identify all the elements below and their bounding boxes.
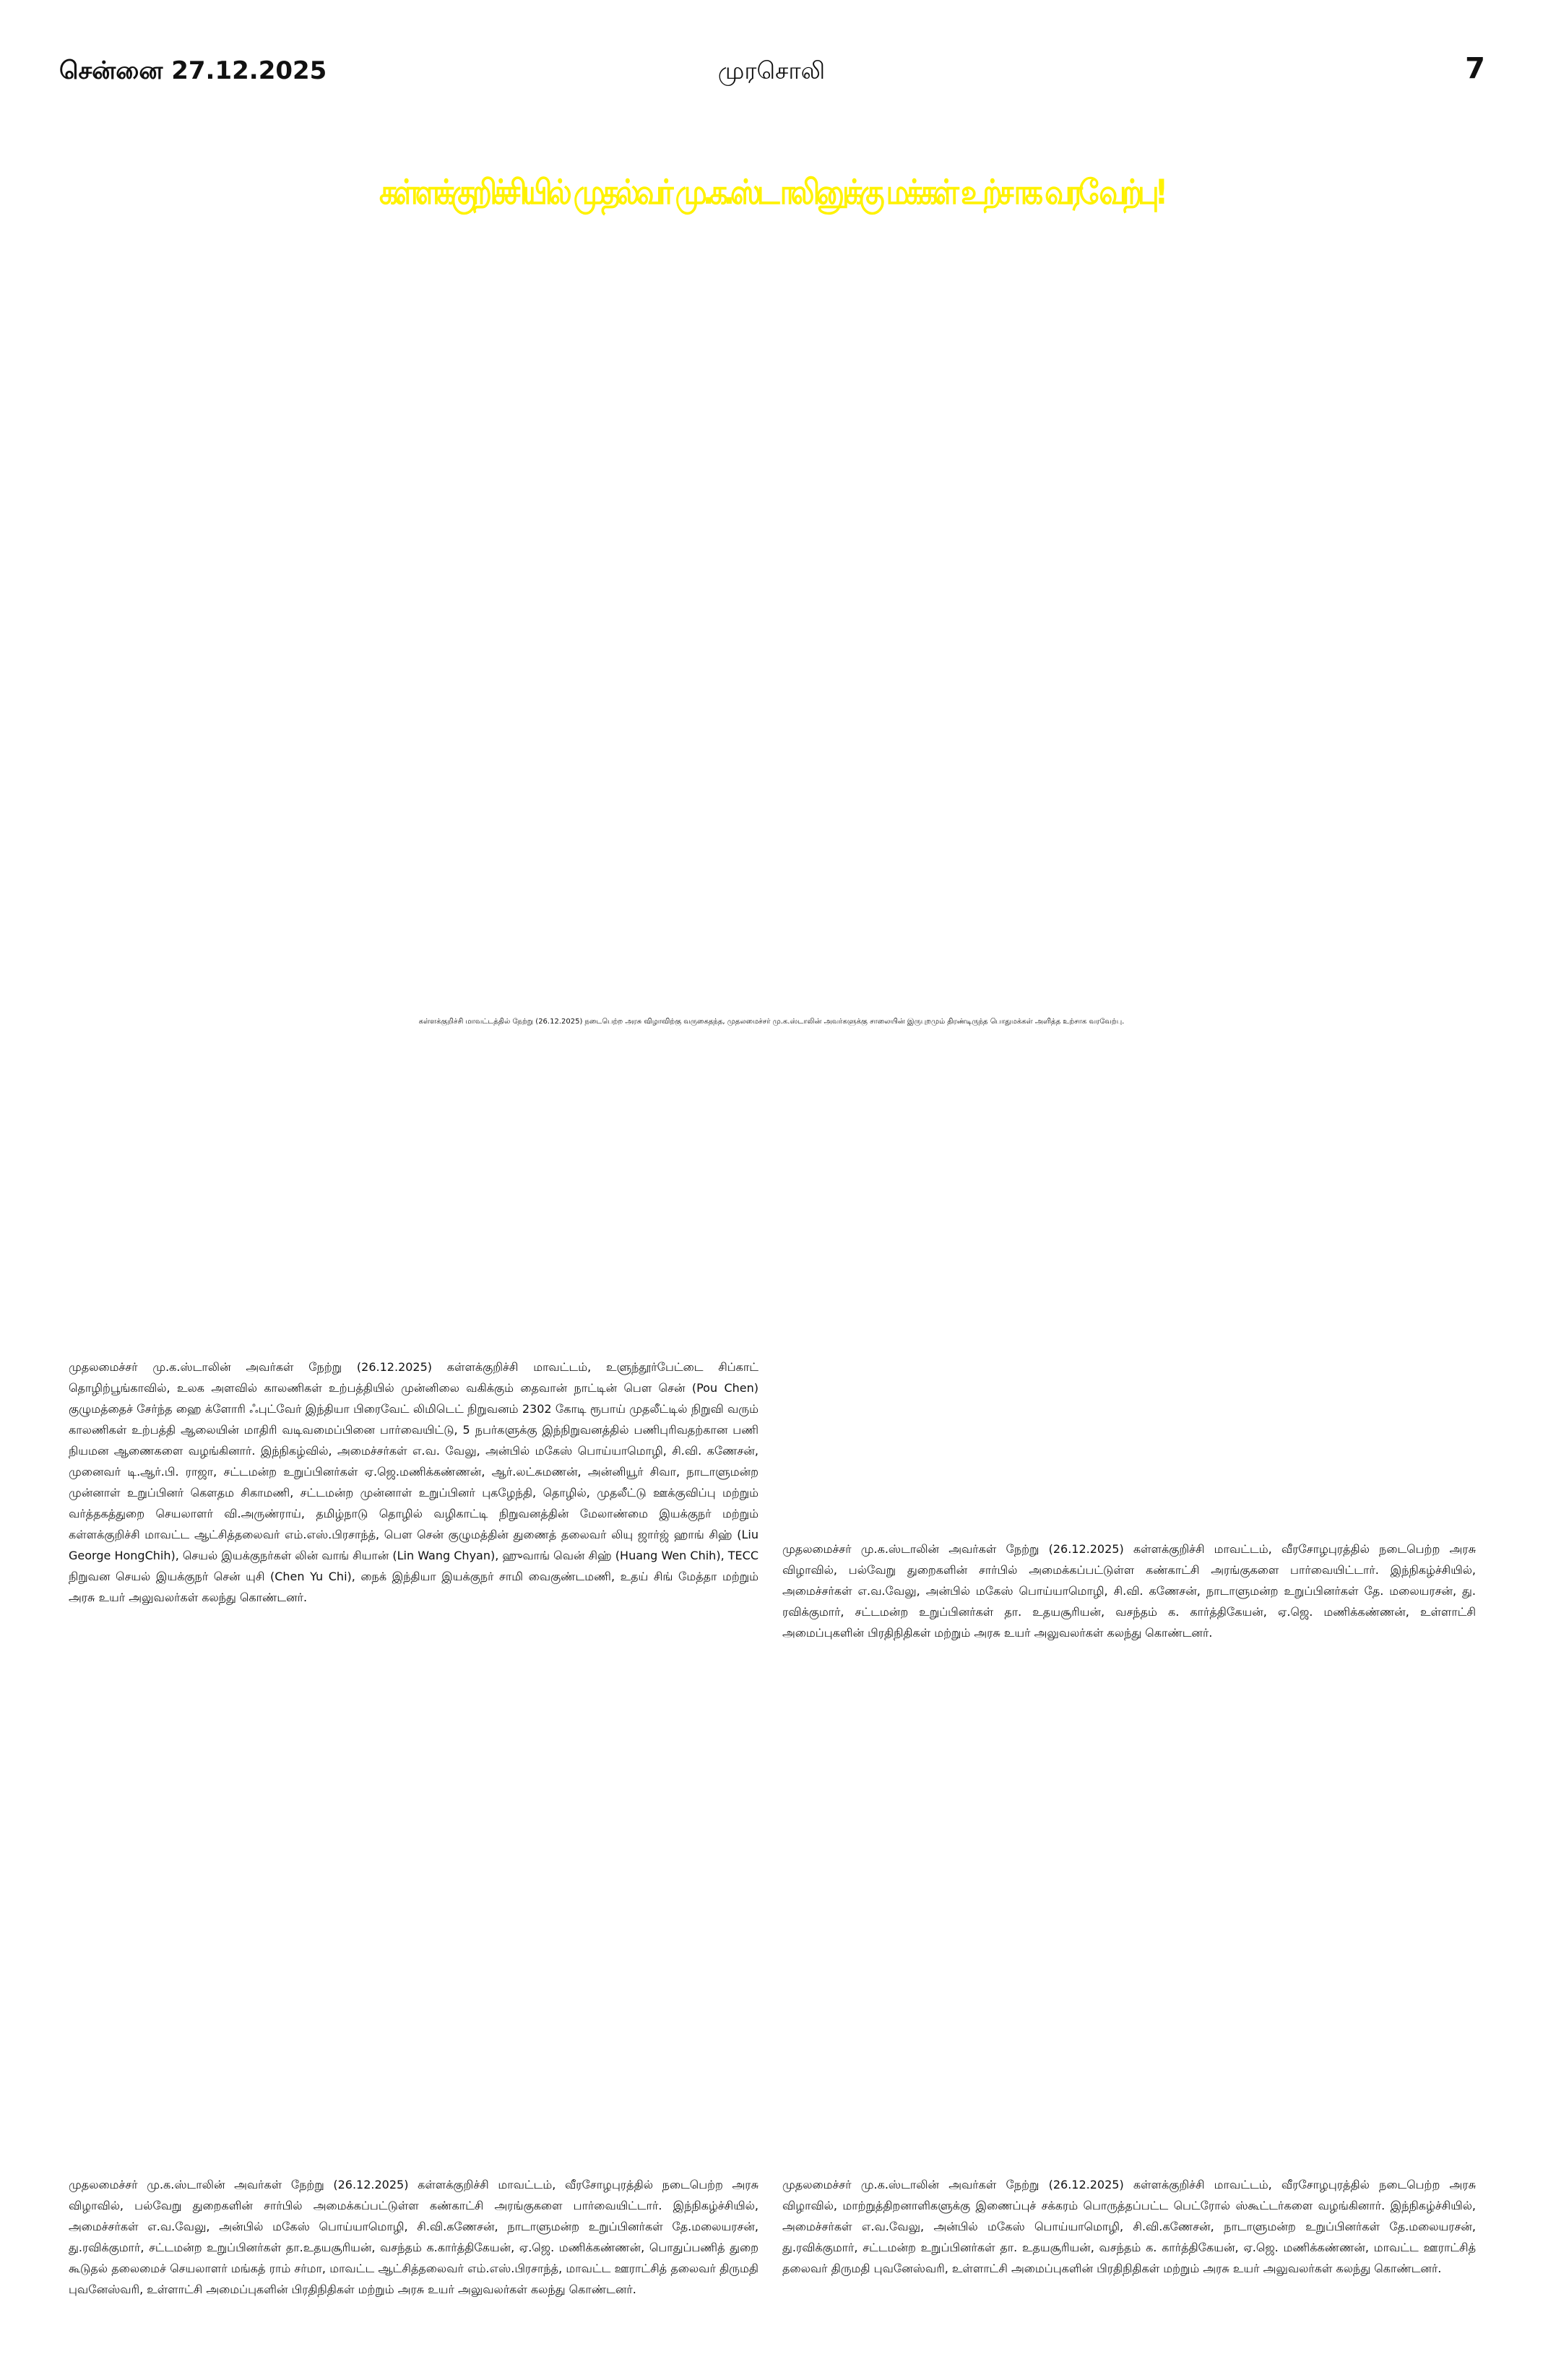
photo-crowd-welcome	[43, 274, 1500, 997]
photo-exhibition	[780, 1055, 1495, 1524]
photo-factory-visit	[43, 1055, 766, 1343]
article-paragraph: முதலமைச்சர் மு.க.ஸ்டாலின் அவர்கள் நேற்று (26.12.2025) கள்ளக்குறிச்சி மாவட்டம், உளுந்தூர்பேட்டை சிப்காட் தொழிற்பூங்காவில், உலக அளவில் காலணிகள் உற்பத்தியில் முன்னிலை வகிக்கும் தைவான் நாட்டின் பௌ சென் (Pou Chen) குழுமத்தைச் சேர்ந்த ஹை க்ளோரி ஃபுட்வேர் இந்தியா பிரைவேட் லிமிடெட் நிறுவனம் 2302 கோடி ரூபாய் முதலீட்டில் நிறுவி வரும் காலணிகள் உற்பத்தி ஆலையின் மாதிரி வடிவமைப்பினை பார்வையிட்டு, 5 நபர்களுக்கு இந்நிறுவனத்தில் பணிபுரிவதற்கான பணி நியமன ஆணைகளை வழங்கினார். இந்நிகழ்வில், அமைச்சர்கள் எ.வ. வேலு, அன்பில் மகேஸ் பொய்யாமொழி, சி.வி. கணேசன், முனைவர் டி.ஆர்.பி. ராஜா, சட்டமன்ற உறுப்பினர்கள் ஏ.ஜெ.மணிக்கண்ணன், ஆர்.லட்சுமணன், அன்னியூர் சிவா, நாடாளுமன்ற முன்னாள் உறுப்பினர் கௌதம சிகாமணி, சட்டமன்ற முன்னாள் உறுப்பினர் புகழேந்தி, தொழில், முதலீட்டு ஊக்குவிப்பு மற்றும் வர்த்தகத்துறை செயலாளர் வி.அருண்ராய், தமிழ்நாடு தொழில் வழிகாட்டி நிறுவனத்தின் மேலாண்மை இயக்குநர் மற்றும் கள்ளக்குறிச்சி மாவட்ட ஆட்சித்தலைவர் எம்.எஸ்.பிரசாந்த், பௌ சென் குழுமத்தின் துணைத் தலைவர் லியு ஜார்ஜ் ஹாங் சிஹ் (Liu George HongChih), செயல் இயக்குநர்கள் லின் வாங் சியான் (Lin Wang Chyan), ஹுவாங் வென் சிஹ் (Huang Wen Chih), TECC நிறுவன செயல் இயக்குநர் சென் யுசி (Chen Yu Chi), நைக் இந்தியா இயக்குநர் சாமி வைகுண்டமணி, உதய் சிங் மேத்தா மற்றும் அரசு உயர் அலுவலர்கள் கலந்து கொண்டனர்.	[69, 1360, 759, 1604]
article-paragraph: முதலமைச்சர் மு.க.ஸ்டாலின் அவர்கள் நேற்று (26.12.2025) கள்ளக்குறிச்சி மாவட்டம், வீரசோழபுரத்தில் நடைபெற்ற அரசு விழாவில், பல்வேறு துறைகளின் சார்பில் அமைக்கப்பட்டுள்ள கண்காட்சி அரங்குகளை பார்வையிட்டார். இந்நிகழ்ச்சியில், அமைச்சர்கள் எ.வ.வேலு, அன்பில் மகேஸ் பொய்யாமொழி, சி.வி. கணேசன், நாடாளுமன்ற உறுப்பினர்கள் தே. மலையரசன், து. ரவிக்குமார், சட்டமன்ற உறுப்பினர்கள் தா. உதயசூரியன், வசந்தம் க. கார்த்திகேயன், ஏ.ஜெ. மணிக்கண்ணன், உள்ளாட்சி அமைப்புகளின் பிரதிநிதிகள் மற்றும் அரசு உயர் அலுவலர்கள் கலந்து கொண்டனர்.	[782, 1542, 1476, 1640]
dateline: சென்னை 27.12.2025	[59, 56, 327, 85]
article-paragraph: முதலமைச்சர் மு.க.ஸ்டாலின் அவர்கள் நேற்று (26.12.2025) கள்ளக்குறிச்சி மாவட்டம், வீரசோழபுரத்தில் நடைபெற்ற அரசு விழாவில், மாற்றுத்திறனாளிகளுக்கு இணைப்புச் சக்கரம் பொருத்தப்பட்ட பெட்ரோல் ஸ்கூட்டர்களை வழங்கினார். இந்நிகழ்ச்சியில், அமைச்சர்கள் எ.வ.வேலு, அன்பில் மகேஸ் பொய்யாமொழி, சி.வி.கணேசன், நாடாளுமன்ற உறுப்பினர்கள் தே.மலையரசன், து.ரவிக்குமார், சட்டமன்ற உறுப்பினர்கள் தா. உதயசூரியன், வசந்தம் க. கார்த்திகேயன், ஏ.ஜெ. மணிக்கண்ணன், மாவட்ட ஊராட்சித் தலைவர் திருமதி புவனேஸ்வரி, உள்ளாட்சி அமைப்புகளின் பிரதிநிதிகள் மற்றும் அரசு உயர் அலுவலர்கள் கலந்து கொண்டனர்.	[782, 2178, 1476, 2275]
photo-event	[43, 1683, 1500, 2160]
headline: கள்ளக்குறிச்சியில் முதல்வர் மு.க.ஸ்டாலினுக்கு மக்கள் உற்சாக வரவேற்பு!	[379, 173, 1164, 212]
page-number: 7	[1465, 52, 1485, 85]
photo-caption: கள்ளக்குறிச்சி மாவட்டத்தில் நேற்று (26.12.2025) நடைபெற்ற அரசு விழாவிற்கு வருகைதந்த, முதலமைச்சர் மு.க.ஸ்டாலின் அவர்களுக்கு சாலையின் இருபுறமும் திரண்டிருந்த பொதுமக்கள் அளித்த உற்சாக வரவேற்பு.	[418, 1018, 1125, 1026]
article-paragraph: முதலமைச்சர் மு.க.ஸ்டாலின் அவர்கள் நேற்று (26.12.2025) கள்ளக்குறிச்சி மாவட்டம், வீரசோழபுரத்தில் நடைபெற்ற அரசு விழாவில், பல்வேறு துறைகளின் சார்பில் அமைக்கப்பட்டுள்ள கண்காட்சி அரங்குகளை பார்வையிட்டார். இந்நிகழ்ச்சியில், அமைச்சர்கள் எ.வ.வேலு, அன்பில் மகேஸ் பொய்யாமொழி, சி.வி.கணேசன், நாடாளுமன்ற உறுப்பினர்கள் தே.மலையரசன், து.ரவிக்குமார், சட்டமன்ற உறுப்பினர்கள் தா.உதயசூரியன், வசந்தம் க.கார்த்திகேயன், ஏ.ஜெ. மணிக்கண்ணன், பொதுப்பணித் துறை கூடுதல் தலைமைச் செயலாளர் மங்கத் ராம் சர்மா, மாவட்ட ஆட்சித்தலைவர் எம்.எஸ்.பிரசாந்த், மாவட்ட ஊராட்சித் தலைவர் திருமதி புவனேஸ்வரி, உள்ளாட்சி அமைப்புகளின் பிரதிநிதிகள் மற்றும் அரசு உயர் அலுவலர்கள் கலந்து கொண்டனர்.	[69, 2178, 759, 2296]
newspaper-name: முரசொலி	[717, 56, 826, 85]
